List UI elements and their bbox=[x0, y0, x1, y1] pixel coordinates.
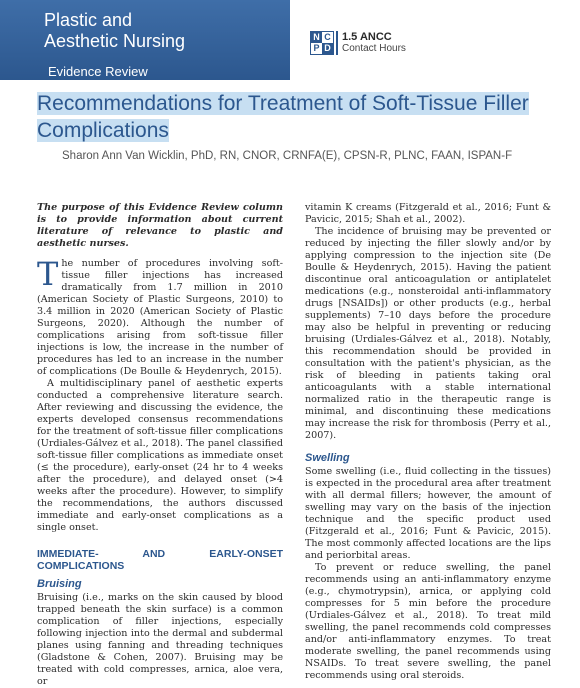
journal-title-line2: Aesthetic Nursing bbox=[44, 31, 186, 51]
article-title-text: Recommendations for Treatment of Soft-Tissue Filler Complications bbox=[37, 92, 529, 142]
column-purpose: The purpose of this Evidence Review column is to provide information about current literature of relevance to plastic and aesthetic nurses. bbox=[37, 202, 283, 249]
ncpd-divider bbox=[336, 31, 338, 55]
journal-title bbox=[44, 10, 185, 52]
ncpd-letter-n: N bbox=[311, 32, 322, 43]
ncpd-logo bbox=[310, 31, 334, 55]
article-authors: Sharon Ann Van Wicklin, PhD, RN, CNOR, CRNFA(E), CPSN-R, PLNC, FAAN, ISPAN-F bbox=[62, 150, 513, 162]
ncpd-letter-c: C bbox=[322, 32, 333, 43]
panel-paragraph: A multidisciplinary panel of aesthetic experts conducted a comprehensive literature search. After reviewing and discussing the evidence, the experts developed consensus recommendations for the treatment of soft-tissue filler complications (Urdiales-Gálvez et al., 2018). The panel classified soft-tissue filler complications as immediate onset (≤ the procedure), early-onset (24 hr to 4 weeks after the procedure), and delayed onset (>4 weeks after the procedure). However, to simplify the recommendations, the authors discussed immediate and early-onset complications as a single onset. bbox=[37, 378, 283, 533]
contact-hours-value: 1.5 ANCC bbox=[342, 31, 392, 43]
left-column bbox=[37, 202, 283, 688]
contact-hours-label: Contact Hours bbox=[342, 43, 406, 54]
contact-hours bbox=[342, 31, 406, 55]
swelling-heading: Swelling bbox=[305, 452, 350, 464]
bruising-prevention-paragraph: The incidence of bruising may be prevented or reduced by injecting the filler slowly and/or by applying compression to the injection site (De Boulle & Heydenrych, 2015). Having the patient discontinue oral anticoagulation or antiplatelet medications (e.g., nonsteroidal anti-inflammatory drugs [NSAIDs]) or other products (e.g., herbal supplements) 7–10 days before the procedure may also be helpful in preventing or reducing bruising (Urdiales-Gálvez et al., 2018). Notably, this recommendation should be provided in consultation with the patient's physician, as the risk of bleeding in patients taking oral anticoagulants with a stable international normalized ratio in the therapeutic range is minimal, and discontinuing these medications may increase the risk for thrombosis (Perry et al., 2007). bbox=[305, 226, 551, 441]
bruising-paragraph: Bruising (i.e., marks on the skin caused by blood trapped beneath the skin surface) is a common complication of filler injections, especially following injection into the dermal and subdermal planes using fanning and threading techniques (Gladstone & Cohen, 2007). Bruising may be treated with cold compresses, arnica, aloe vera, or bbox=[37, 592, 283, 687]
article-title bbox=[37, 90, 537, 144]
right-column bbox=[305, 202, 551, 682]
drop-cap: T bbox=[37, 255, 59, 293]
ncpd-letter-d: D bbox=[322, 43, 333, 54]
ncpd-letter-p: P bbox=[311, 43, 322, 54]
bruising-continued-paragraph: vitamin K creams (Fitzgerald et al., 2016; Funt & Pavicic, 2015; Shah et al., 2002). bbox=[305, 202, 551, 225]
swelling-paragraph: Some swelling (i.e., fluid collecting in the tissues) is expected in the procedural area after treatment with all dermal fillers; however, the amount of swelling may vary on the basis of the injection technique and the specific product used (Fitzgerald et al., 2016; Funt & Pavicic, 2015). The most commonly affected locations are the lips and periorbital areas. bbox=[305, 466, 551, 561]
swelling-treatment-paragraph: To prevent or reduce swelling, the panel recommends using an anti-inflammatory enzyme (e.g., chymotrypsin), arnica, or applying cold compresses for 5 min before the procedure (Urdiales-Gálvez et al., 2018). To treat mild swelling, the panel recommends cold compresses and/or anti-inflammatory enzymes. To treat moderate swelling, the panel recommends using NSAIDs. To treat severe swelling, the panel recommends using oral steroids. bbox=[305, 562, 551, 681]
intro-paragraph-text: he number of procedures involving soft-tissue filler injections has increased dramatically from 1.7 million in 2010 (American Society of Plastic Surgeons, 2010) to 3.4 million in 2020 (American Society of Plastic Surgeons, 2020). Although the number of complications arising from soft-tissue filler injections is low, the increase in the number of procedures has led to an increase in the number of complications (De Boulle & Heydenrych, 2015). bbox=[37, 258, 283, 377]
bruising-heading: Bruising bbox=[37, 578, 82, 590]
journal-title-line1: Plastic and bbox=[44, 10, 133, 30]
section-name: Evidence Review bbox=[48, 64, 148, 79]
journal-banner bbox=[0, 0, 290, 80]
intro-paragraph bbox=[37, 255, 283, 378]
section-heading: IMMEDIATE- AND EARLY-ONSET COMPLICATIONS bbox=[37, 548, 283, 572]
